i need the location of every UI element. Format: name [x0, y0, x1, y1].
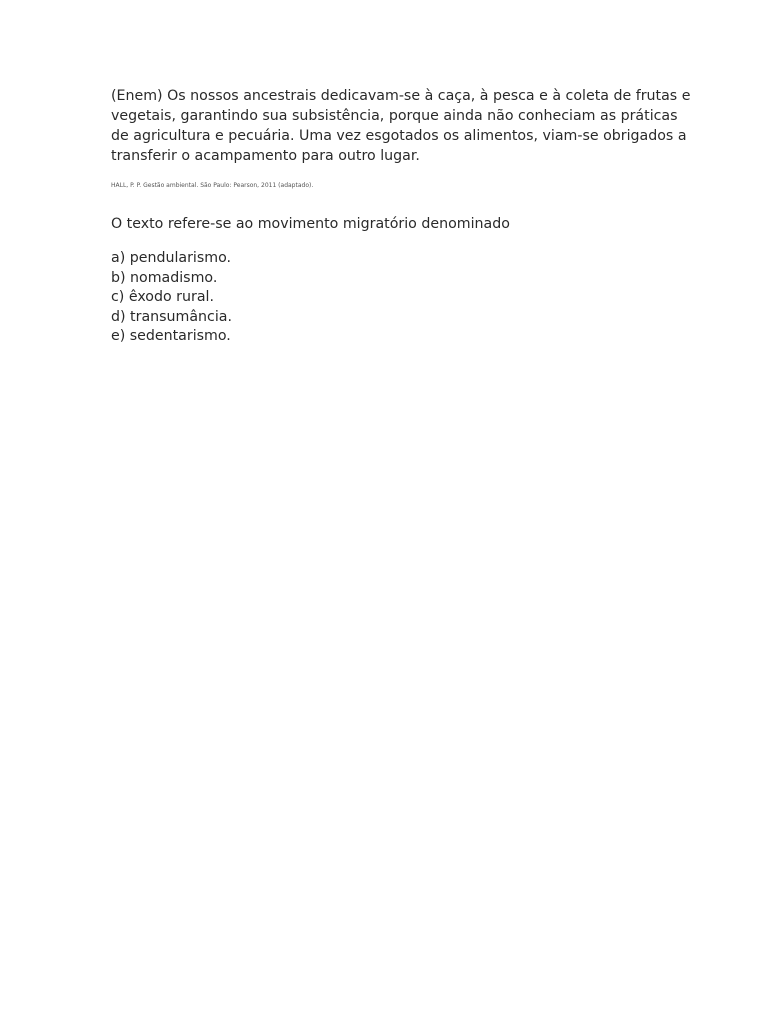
answer-option-c: c) êxodo rural.	[111, 289, 214, 305]
paragraph-line: (Enem) Os nossos ancestrais dedicavam-se à caça, à pesca e à coleta de frutas e	[111, 88, 691, 104]
citation: HALL, P. P. Gestão ambiental. São Paulo: Pearson, 2011 (adaptado).	[111, 182, 314, 189]
paragraph-line: transferir o acampamento para outro lugar.	[111, 148, 420, 164]
paragraph-line: vegetais, garantindo sua subsistência, porque ainda não conheciam as práticas	[111, 108, 678, 124]
question-block	[111, 86, 691, 347]
answer-option-a: a) pendularismo.	[111, 250, 232, 266]
answer-options	[111, 249, 671, 347]
question-prompt: O texto refere-se ao movimento migratório denominado	[111, 216, 510, 232]
answer-option-b: b) nomadismo.	[111, 269, 218, 286]
source-paragraph	[111, 86, 691, 166]
answer-option-e: e) sedentarismo.	[111, 328, 231, 344]
paragraph-line: de agricultura e pecuária. Uma vez esgotados os alimentos, viam-se obrigados a	[111, 128, 687, 144]
answer-option-d: d) transumância.	[111, 308, 232, 325]
